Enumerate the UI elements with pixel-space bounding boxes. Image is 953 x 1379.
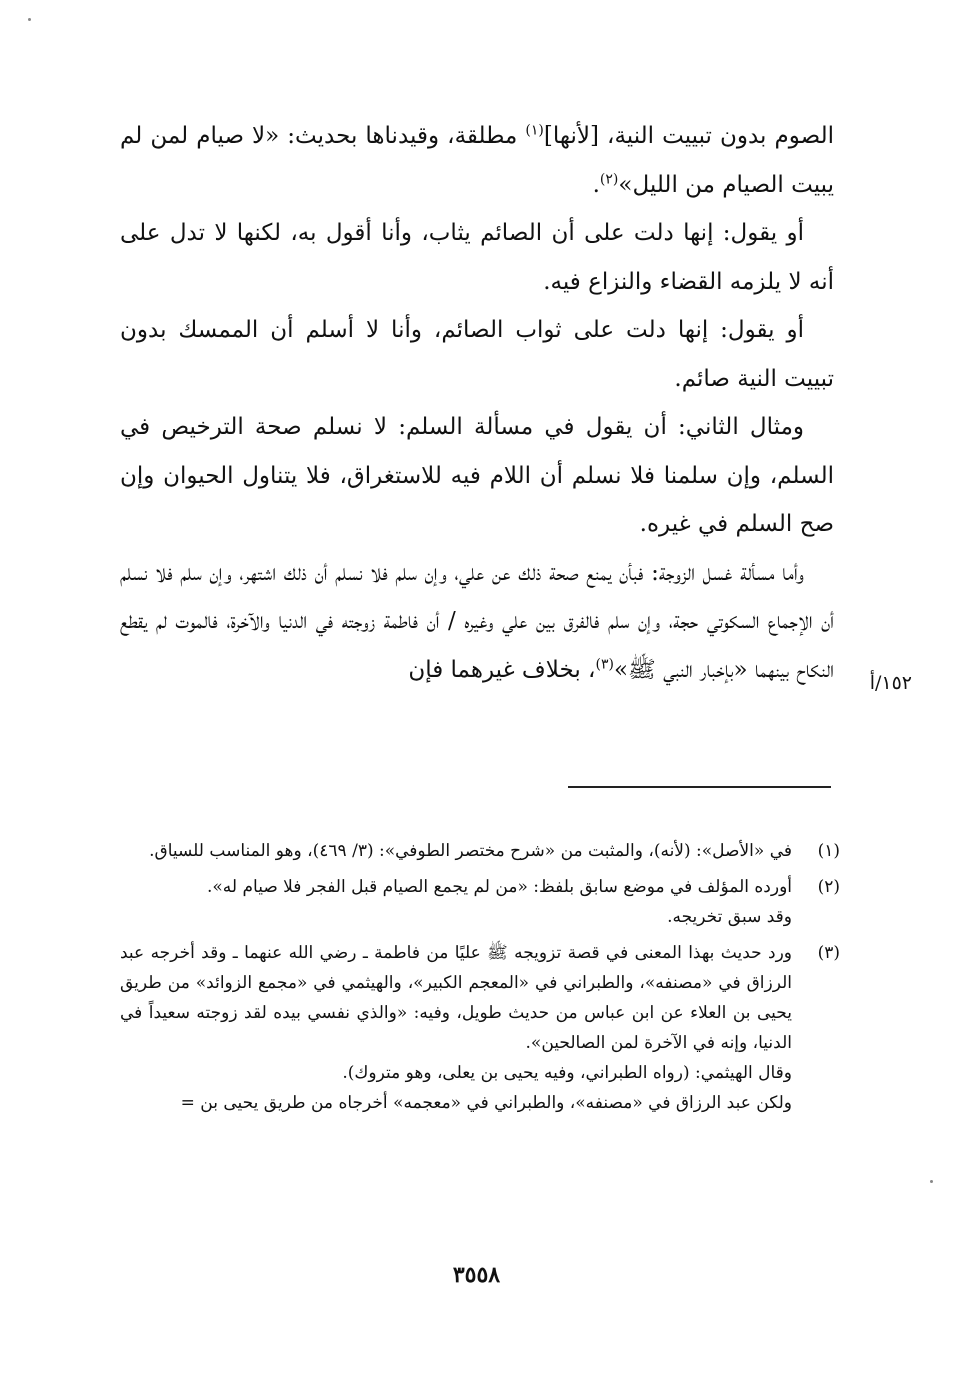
paragraph-text: أو يقول: إنها دلت على ثواب الصائم، وأنا لا أسلم أن الممسك بدون تبييت النية صائم. xyxy=(120,317,834,392)
footnote-line: ورد حديث بهذا المعنى في قصة تزويجه ﷺ عليًا من فاطمة ـ رضي الله عنهما ـ وقد أخرجه عبد الرزاق في «مصنفه»، والطبراني في «المعجم الكبير»، والهيثمي في «مجمع الزوائد» من طريق يحيى بن العلاء عن ابن عباس من حديث طويل، وفيه: «والذي نفسي بيده لقد زوجته سعيداً في الدنيا، وإنه في الآخرة لمن الصالحين». xyxy=(120,943,792,1053)
paragraph xyxy=(120,306,834,403)
paragraph-text: أو يقول: إنها دلت على أن الصائم يثاب، وأنا أقول به، لكنها لا تدل على أنه لا يلزمه القضاء والنزاع فيه. xyxy=(120,220,834,295)
footnote xyxy=(120,872,840,932)
footnote-line: وقد سبق تخريجه. xyxy=(667,907,792,927)
paragraph-text: وأما مسألة غسل الزوجة: فبأن يمنع صحة ذلك عن علي، وإن سلم فلا نسلم أن ذلك اشتهر، وإن سلم فلا نسلم أن الإجماع السكوتي حجة، وإن سلم فالفرق بين علي وغيره / أن فاطمة زوجته في الدنيا والآخرة، فالموت لم يقطع النكاح بينهما «بإخبار النبي ﷺ» xyxy=(120,559,834,683)
footnote-text xyxy=(120,938,792,1118)
footnote-line: ولكن عبد الرزاق في «مصنفه»، والطبراني في «معجمه» أخرجاه من طريق يحيى بن = xyxy=(180,1093,792,1113)
footnote-reference[interactable]: (١) xyxy=(525,122,544,139)
footnote-text xyxy=(120,836,792,866)
scan-speck xyxy=(930,1180,933,1183)
paragraph xyxy=(120,112,834,209)
paragraph xyxy=(120,209,834,306)
scan-speck xyxy=(28,18,31,21)
footnote-number: (١) xyxy=(817,841,840,861)
footnote-number: (٢) xyxy=(817,877,840,897)
footnote-text xyxy=(120,872,792,932)
main-text xyxy=(120,112,834,694)
footnote-reference[interactable]: (٣) xyxy=(595,655,614,672)
footnotes xyxy=(120,836,840,1124)
page-number: ٣٥٥٨ xyxy=(452,1262,501,1288)
footnote xyxy=(120,836,840,866)
footnote xyxy=(120,938,840,1118)
paragraph xyxy=(120,549,834,695)
paragraph-text: ومثال الثاني: أن يقول في مسألة السلم: لا نسلم صحة الترخيص في السلم، وإن سلمنا فلا نسلم أن اللام فيه للاستغراق، فلا يتناول الحيوان وإن صح السلم في غيره. xyxy=(120,414,834,537)
paragraph-text: ، بخلاف غيرهما فإن xyxy=(408,656,596,683)
footnote-line: وقال الهيثمي: (رواه الطبراني، وفيه يحيى بن يعلى، وهو متروك). xyxy=(342,1063,792,1083)
paragraph-text: الصوم بدون تبييت النية، [لأنها] xyxy=(543,123,834,149)
footnote-number: (٣) xyxy=(817,943,840,963)
footnote-line: أورده المؤلف في موضع سابق بلفظ: «من لم يجمع الصيام قبل الفجر فلا صيام له». xyxy=(206,877,792,897)
paragraph-text: مطلقة، وقيدناها بحديث: «لا صيام لمن لم يبيت الصيام من الليل» xyxy=(120,123,834,198)
manuscript-folio-marker: ١٥٢/أ xyxy=(869,672,912,694)
paragraph xyxy=(120,403,834,549)
footnote-line: في «الأصل»: (لأنه)، والمثبت من «شرح مختصر الطوفي»: (٣/ ٤٦٩)، وهو المناسب للسياق. xyxy=(149,841,792,861)
footnote-reference[interactable]: (٢) xyxy=(599,170,619,187)
footnote-separator xyxy=(568,786,831,788)
paragraph-text: . xyxy=(592,171,600,198)
